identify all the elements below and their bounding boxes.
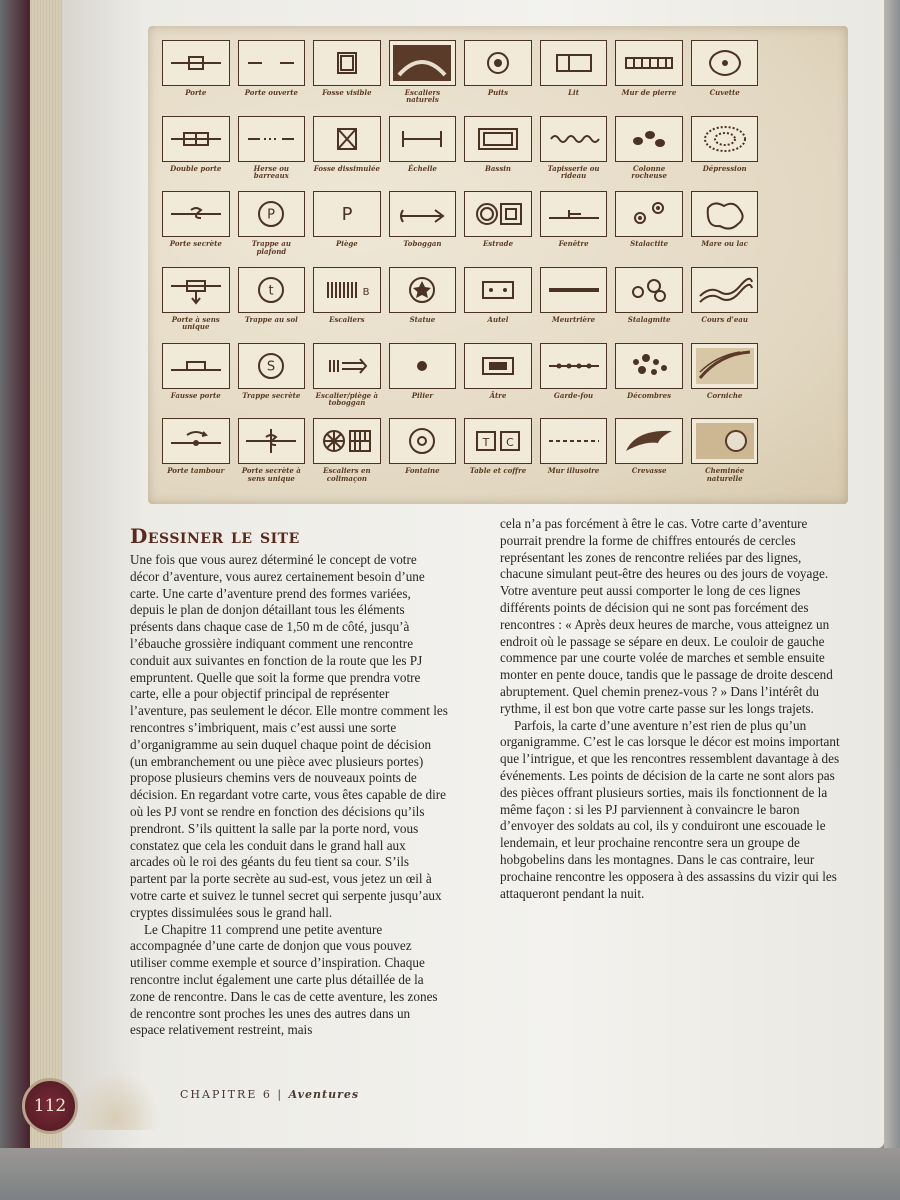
legend-item-hidden-pit [313,116,381,188]
visible-pit-icon [313,40,381,86]
legend-item-table-chest [464,418,532,490]
stone-wall-icon [615,40,683,86]
legend-label: Estrade [482,239,514,249]
legend-label: Mur illusoire [547,466,600,476]
legend-label: Porte [185,88,207,97]
legend-label: Pilier [411,390,434,400]
legend-label: Statue [409,314,436,324]
legend-item-rubble [615,343,683,415]
page-shadow-right [884,0,900,1150]
legend-item-trap [313,191,381,263]
basin-rock-icon [691,40,759,86]
legend-item-pillar [389,343,457,415]
window-icon [540,191,608,237]
legend-item-ladder [389,116,457,188]
legend-item-bed [540,40,608,112]
legend-item-double-door [162,116,230,188]
svg-text:P: P [267,207,276,223]
stair-trap-icon [313,343,381,389]
legend-label: Escaliers [329,314,365,324]
svg-text:P: P [341,204,353,226]
svg-text:C: C [506,436,514,450]
legend-label: Décombres [627,390,672,400]
legend-label: Cours d'eau [701,314,748,324]
hidden-pit-icon [313,116,381,162]
legend-label: Colonne rocheuse [631,163,667,180]
false-door-icon [162,343,230,389]
one-way-secret-door-icon [238,418,306,464]
right-text-column [500,516,840,902]
legend-item-lake [691,191,759,263]
chimney-icon [691,418,759,464]
depression-icon [691,116,759,162]
legend-label: Échelle [407,163,437,173]
legend-item-stair-trap [313,343,381,415]
altar-icon [464,267,532,313]
legend-label: Piège [336,239,358,249]
svg-text:S: S [267,358,276,374]
legend-label: Cheminée naturelle [705,466,745,483]
legend-item-secret-trapdoor [238,343,306,415]
legend-item-natural-stairs [389,40,457,112]
page-corner-ornament [70,1070,160,1130]
legend-label: Âtre [489,390,507,400]
revolving-door-icon [162,418,230,464]
paragraph: Une fois que vous aurez déterminé le concept de votre décor d’aventure, vous aurez certainement besoin d’une carte. Une carte d’aventure prend des formes variées, depuis le plan de donjon détaillant tous les éléments présents dans chaque case de 1,50 m de côté, jusqu’à l’ébauche grossière indiquant comment une rencontre conduit aux suivantes en fonction de la route que les PJ empruntent. Quelle que soit la forme que prendra votre carte, elle a pour objectif principal de représenter l’aventure, pas seulement le décor. Elle montre comment les rencontres s’imbriquent, mais c’est aussi une sorte d’organigramme au sein duquel chaque point de décision (un embranchement ou une pièce avec plusieurs portes) propose plusieurs chemins vers de nouveaux points de décision. En regardant votre carte, vous êtes capable de dire où les PJ vont se rendre en fonction des décisions qu’ils prendront. S’ils quittent la salle par la porte nord, vous constatez que cela les conduit dans le grand hall aux arcades où le roi des géants du feu tient sa cour. S’ils partent par la porte secrète au sud-est, vous jetez un œil à votre carte et suivez le tunnel secret qui serpente jusqu’aux cryptes dissimulées sous le grand hall. [130,552,448,920]
legend-label: Bassin [484,163,512,173]
chapter-section: Aventures [288,1088,360,1101]
portcullis-icon [238,116,306,162]
legend-item-fountain [389,418,457,490]
rock-column-icon [615,116,683,162]
legend-item-secret-door [162,191,230,263]
legend-item-ceiling-trapdoor [238,191,306,263]
section-heading: Dessiner le site [130,524,300,548]
legend-item-visible-pit [313,40,381,112]
legend-label: Fosse dissimulée [313,163,380,173]
legend-item-portcullis [238,116,306,188]
ledge-icon [691,343,759,389]
spiral-stairs-icon [313,418,381,464]
legend-item-door [162,40,230,112]
railing-icon [540,343,608,389]
page-number-badge [22,1078,78,1134]
legend-label: Escalier/piège à toboggan [315,390,379,407]
double-door-icon [162,116,230,162]
legend-item-arrow-slit [540,267,608,339]
rubble-icon [615,343,683,389]
legend-label: Tapisserie ou rideau [547,163,600,180]
paragraph: cela n’a pas forcément à être le cas. Votre carte d’aventure pourrait prendre la forme de chiffres entourés de cercles représentant les zones de rencontre reliées par des lignes, chacune simulant peut-être des heures ou des jours de voyage. Votre aventure peut aussi comporter le long de ces lignes différents points de décision qui ne sont pas forcément des rencontres : « Après deux heures de marche, vous atteignez un endroit où le passage se sépare en deux. Le couloir de gauche commence par une courte volée de marches et semble ensuite monter en pente douce, tandis que le passage de droite descend abruptement. Quel chemin prenez-vous ? » Dans l’intérêt du rythme, il est bon que votre carte passe sur les longs trajets. [500,516,833,716]
legend-item-open-door [238,40,306,112]
bed-icon [540,40,608,86]
legend-label: Cuvette [709,88,740,97]
legend-label: Escaliers en colimaçon [323,466,371,483]
dais-icon [464,191,532,237]
legend-item-hearth [464,343,532,415]
legend-item-well [464,40,532,112]
legend-item-stairs [313,267,381,339]
legend-label: Porte ouverte [244,88,298,97]
well-icon [464,40,532,86]
legend-item-false-door [162,343,230,415]
page-shadow-bottom [0,1148,900,1200]
legend-item-altar [464,267,532,339]
legend-item-depression [691,116,759,188]
fountain-icon [389,418,457,464]
legend-label: Fausse porte [170,390,221,400]
legend-item-stream [691,267,759,339]
page-number: 112 [33,1096,67,1116]
statue-icon [389,267,457,313]
legend-label: Mur de pierre [621,88,677,97]
legend-label: Escaliers naturels [404,88,441,105]
paragraph: Parfois, la carte d’une aventure n’est rien de plus qu’un organigramme. C’est le cas lorsque le décor est moins important que l’intrigue, et que les rencontres ressemblent davantage à des événements. Les points de décision de la carte ne sont alors pas des pièces offrant plusieurs sorties, mais ils fonctionnent de la même façon : si les PJ parviennent à convaincre le baron d’envoyer des soldats au col, ils y conduiront une escouade le lendemain, et leur prochaine rencontre sera un groupe de hobgobelins dans les montagnes. Dans le cas contraire, leur prochaine rencontre les opposera à des assassins du vizir qui les attaqueront pendant la nuit. [500,717,840,901]
legend-item-rock-column [615,116,683,188]
legend-item-tapestry [540,116,608,188]
legend-item-window [540,191,608,263]
legend-label: Toboggan [403,239,442,249]
legend-label: Trappe secrète [242,390,301,400]
legend-item-revolving-door [162,418,230,490]
legend-label: Fontaine [405,466,440,476]
pillar-icon [389,343,457,389]
legend-item-crevasse [615,418,683,490]
legend-label: Porte à sens unique [171,314,220,332]
legend-item-stone-wall [615,40,683,112]
hearth-icon [464,343,532,389]
door-icon [162,40,230,86]
one-way-door-icon [162,267,230,313]
legend-item-ledge [691,343,759,415]
pool-icon [464,116,532,162]
stalagmite-icon [615,267,683,313]
legend-item-chute [389,191,457,263]
legend-item-pool [464,116,532,188]
legend-label: Trappe au plafond [251,239,291,256]
legend-label: Crevasse [631,466,667,476]
legend-label: Puits [487,88,509,97]
left-text-column [130,552,448,1039]
table-chest-icon [464,418,532,464]
svg-text:B: B [362,286,370,298]
legend-label: Stalactite [630,239,669,249]
stream-icon [691,267,759,313]
legend-label: Mare ou lac [701,239,748,249]
legend-item-stalactite [615,191,683,263]
open-door-icon [238,40,306,86]
crevasse-icon [615,418,683,464]
legend-item-railing [540,343,608,415]
legend-grid [162,40,834,490]
ladder-icon [389,116,457,162]
legend-label: Trappe au sol [244,314,298,324]
tapestry-icon [540,116,608,162]
legend-label: Porte tambour [167,466,225,476]
legend-label: Porte secrète [169,239,222,249]
legend-item-statue [389,267,457,339]
svg-text:T: T [482,436,490,450]
footer-separator: | [277,1088,284,1101]
legend-item-chimney [691,418,759,490]
legend-item-spiral-stairs [313,418,381,490]
legend-item-stalagmite [615,267,683,339]
legend-item-basin-rock [691,40,759,112]
legend-item-illusory-wall [540,418,608,490]
legend-label: Lit [568,88,579,97]
legend-label: Autel [487,314,509,324]
chapter-label: CHAPITRE 6 [180,1088,272,1101]
legend-label: Corniche [706,390,743,400]
natural-stairs-icon [389,40,457,86]
floor-trapdoor-icon [238,267,306,313]
legend-label: Fenêtre [558,239,589,249]
legend-label: Garde-fou [553,390,594,400]
legend-label: Table et coffre [469,466,527,476]
legend-item-floor-trapdoor [238,267,306,339]
ceiling-trapdoor-icon [238,191,306,237]
trap-icon [313,191,381,237]
legend-label: Meurtrière [551,314,596,324]
legend-label: Dépression [702,163,747,173]
illusory-wall-icon [540,418,608,464]
paragraph: Le Chapitre 11 comprend une petite aventure accompagnée d’une carte de donjon que vous pouvez utiliser comme exemple et source d’inspiration. Chaque rencontre inclut également une carte plus détaillée de la zone de rencontre. Dans le cas de cette aventure, les zones de rencontre sont proches les unes des autres dans un espace relativement restreint, mais [130,921,438,1038]
legend-item-one-way-secret-door [238,418,306,490]
legend-item-dais [464,191,532,263]
stalactite-icon [615,191,683,237]
legend-label: Fosse visible [322,88,372,97]
legend-label: Stalagmite [627,314,671,324]
legend-label: Herse ou barreaux [253,163,289,180]
legend-item-one-way-door [162,267,230,339]
secret-trapdoor-icon [238,343,306,389]
lake-icon [691,191,759,237]
chute-icon [389,191,457,237]
svg-text:t: t [268,283,274,299]
stairs-icon [313,267,381,313]
secret-door-icon [162,191,230,237]
arrow-slit-icon [540,267,608,313]
legend-label: Double porte [170,163,222,173]
legend-label: Porte secrète à sens unique [241,466,301,483]
map-symbol-legend [148,26,848,504]
running-footer [180,1088,359,1101]
